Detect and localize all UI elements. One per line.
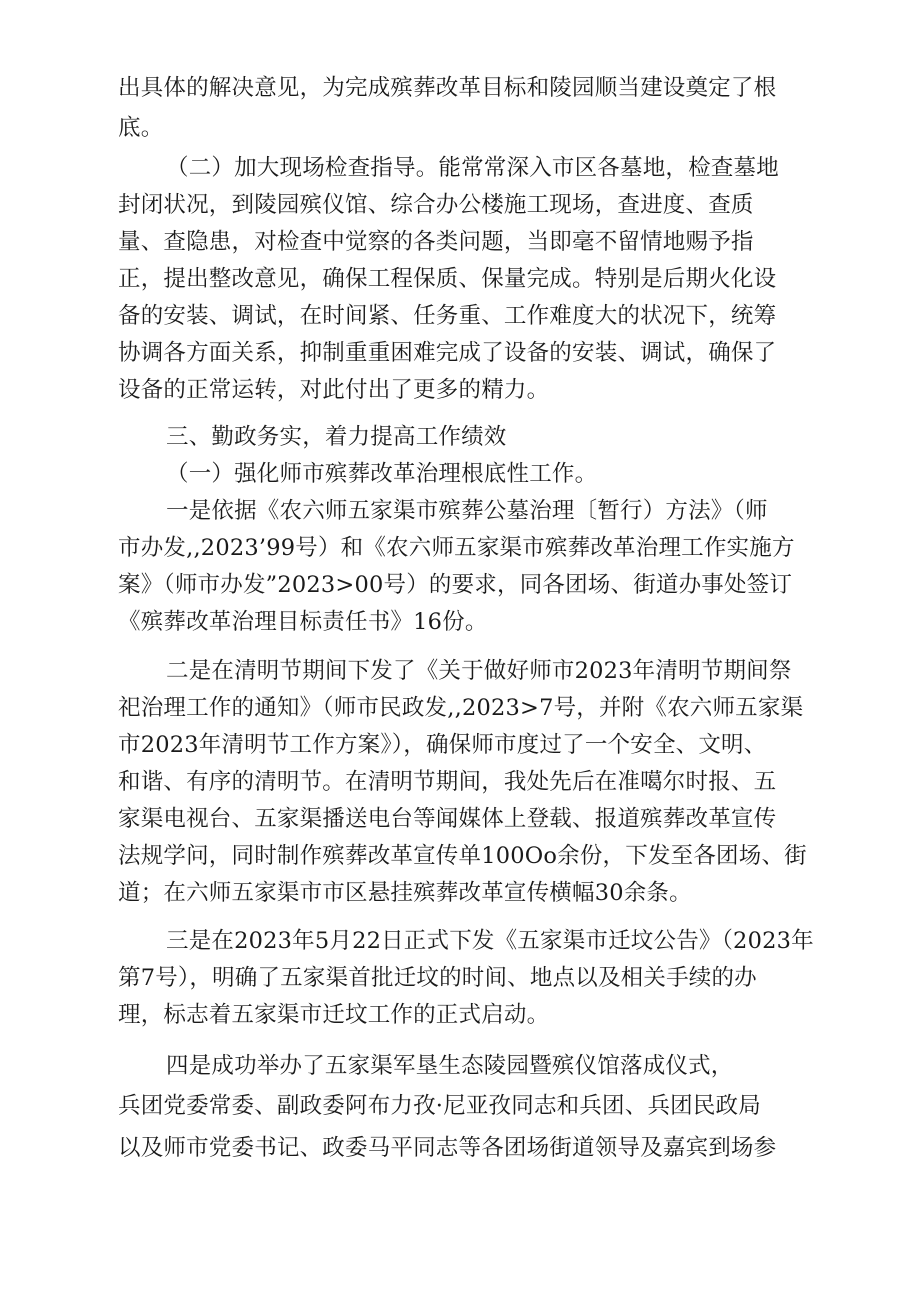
text-line: 设备的正常运转，对此付出了更多的精力。	[118, 377, 550, 403]
text-line: 理，标志着五家渠市迁坟工作的正式启动。	[118, 1002, 550, 1028]
text-line: 备的安装、调试，在时间紧、任务重、工作难度大的状况下，统筹	[118, 303, 777, 329]
text-line: 市2023年清明节工作方案》），确保师市度过了一个安全、文明、	[118, 732, 767, 758]
text-line: 第7号），明确了五家渠首批迁坟的时间、地点以及相关手续的办	[118, 965, 757, 991]
subsection-heading: （一）强化师市殡葬改革治理根底性工作。	[166, 461, 598, 487]
text-line: 正，提出整改意见，确保工程保质、保量完成。特别是后期火化设	[118, 266, 777, 292]
text-line: 兵团党委常委、副政委阿布力孜·尼亚孜同志和兵团、兵团民政局	[118, 1093, 761, 1119]
text-line: 量、查隐患，对检查中觉察的各类问题，当即毫不留情地赐予指	[118, 229, 754, 255]
text-line: 道；在六师五家渠市市区悬挂殡葬改革宣传横幅30余条。	[118, 880, 692, 906]
text-line: 出具体的解决意见，为完成殡葬改革目标和陵园顺当建设奠定了根	[118, 75, 777, 101]
text-line: 四是成功举办了五家渠军垦生态陵园暨殡仪馆落成仪式，	[166, 1053, 734, 1079]
text-line: 家渠电视台、五家渠播送电台等闻媒体上登载、报道殡葬改革宣传	[118, 806, 777, 832]
text-line: 一是依据《农六师五家渠市殡葬公墓治理〔暂行）方法》（师	[166, 498, 768, 524]
section-heading: 三、勤政务实，着力提高工作绩效	[166, 424, 507, 450]
text-line: 二是在清明节期间下发了《关于做好师市2023年清明节期间祭	[166, 658, 792, 684]
text-line: 《殡葬改革治理目标责任书》16份。	[118, 609, 488, 635]
text-line: 封闭状况，到陵园殡仪馆、综合办公楼施工现场，查进度、查质	[118, 192, 754, 218]
text-line: 协调各方面关系，抑制重重困难完成了设备的安装、调试，确保了	[118, 340, 777, 366]
text-line: 和谐、有序的清明节。在清明节期间，我处先后在准噶尔时报、五	[118, 769, 777, 795]
text-line: （二）加大现场检查指导。能常常深入市区各墓地，检查墓地	[166, 155, 779, 181]
text-line: 市办发,,2023’99号）和《农六师五家渠市殡葬改革治理工作实施方	[118, 535, 795, 561]
text-line: 法规学问，同时制作殡葬改革宣传单100Oo余份，下发至各团场、街	[118, 843, 807, 869]
text-line: 案》（师市办发”2023>00号）的要求，同各团场、街道办事处签订	[118, 572, 793, 598]
text-line: 三是在2023年5月22日正式下发《五家渠市迁坟公告》（2023年	[166, 928, 814, 954]
text-line: 祀治理工作的通知》（师市民政发,,2023>7号，并附《农六师五家渠	[118, 695, 804, 721]
text-line: 以及师市党委书记、政委马平同志等各团场街道领导及嘉宾到场参	[118, 1135, 777, 1161]
text-line: 底。	[118, 115, 164, 141]
